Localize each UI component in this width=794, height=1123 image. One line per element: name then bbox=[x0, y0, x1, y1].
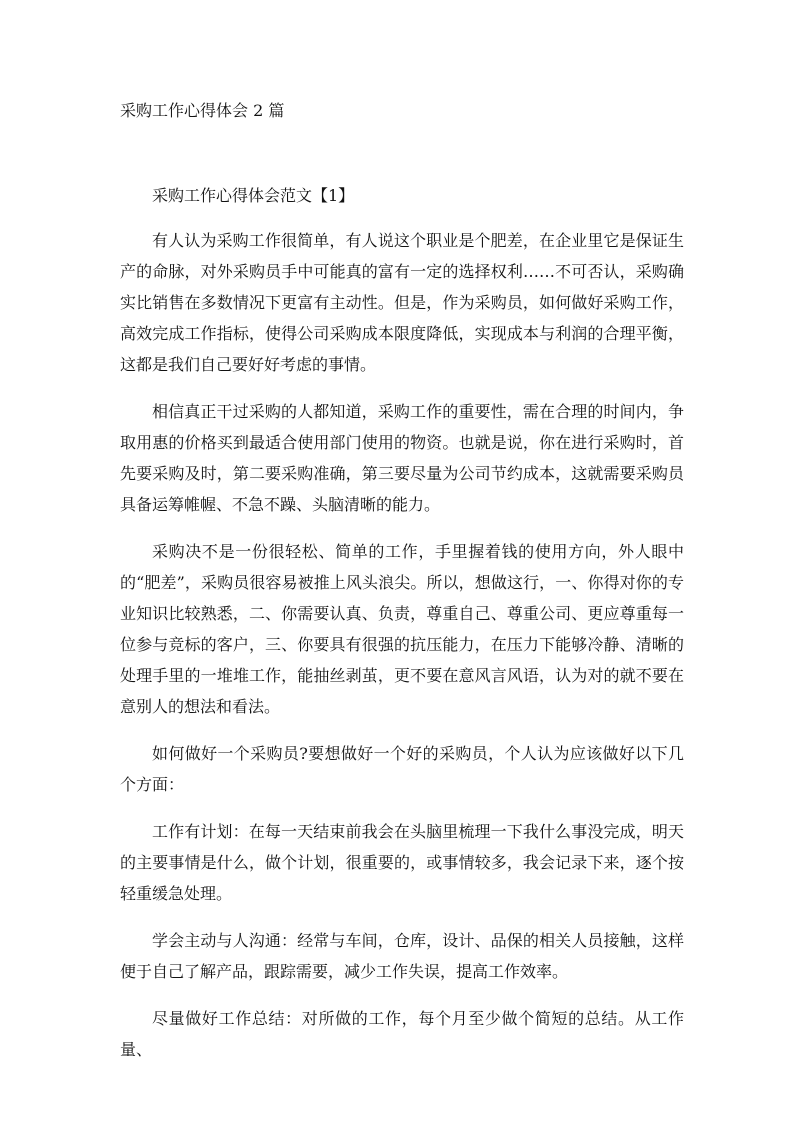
paragraph: 相信真正干过采购的人都知道，采购工作的重要性，需在合理的时间内，争取用惠的价格买到最适合使用部门使用的物资。也就是说，你在进行采购时，首先要采购及时，第二要采购准确，第三要尽量为公司节约成本，这就需要采购员具备运筹帷幄、不急不躁、头脑清晰的能力。 bbox=[120, 402, 684, 514]
paragraph: 尽量做好工作总结：对所做的工作，每个月至少做个简短的总结。从工作量、 bbox=[120, 1009, 684, 1059]
paragraph: 工作有计划：在每一天结束前我会在头脑里梳理一下我什么事没完成，明天的主要事情是什么，做个计划，很重要的，或事情较多，我会记录下来，逐个按轻重缓急处理。 bbox=[120, 822, 684, 903]
section-heading: 采购工作心得体会范文【1】 bbox=[152, 186, 355, 205]
paragraph: 学会主动与人沟通：经常与车间，仓库，设计、品保的相关人员接触，这样便于自己了解产品，跟踪需要，减少工作失误，提高工作效率。 bbox=[120, 931, 684, 981]
document-title: 采购工作心得体会 2 篇 bbox=[120, 101, 285, 120]
document-body bbox=[120, 225, 684, 1081]
paragraph: 如何做好一个采购员?要想做好一个好的采购员，个人认为应该做好以下几个方面： bbox=[120, 744, 684, 794]
paragraph: 有人认为采购工作很简单，有人说这个职业是个肥差，在企业里它是保证生产的命脉，对外采购员手中可能真的富有一定的选择权利……不可否认，采购确实比销售在多数情况下更富有主动性。但是，作为采购员，如何做好采购工作，高效完成工作指标，使得公司采购成本限度降低，实现成本与利润的合理平衡，这都是我们自己要好好考虑的事情。 bbox=[120, 231, 684, 374]
paragraph: 采购决不是一份很轻松、简单的工作，手里握着钱的使用方向，外人眼中的“肥差”，采购员很容易被推上风头浪尖。所以，想做这行，一、你得对你的专业知识比较熟悉，二、你需要认真、负责，尊重自己、尊重公司、更应尊重每一位参与竞标的客户，三、你要具有很强的抗压能力，在压力下能够冷静、清晰的处理手里的一堆堆工作，能抽丝剥茧，更不要在意风言风语，认为对的就不要在意别人的想法和看法。 bbox=[120, 542, 684, 716]
